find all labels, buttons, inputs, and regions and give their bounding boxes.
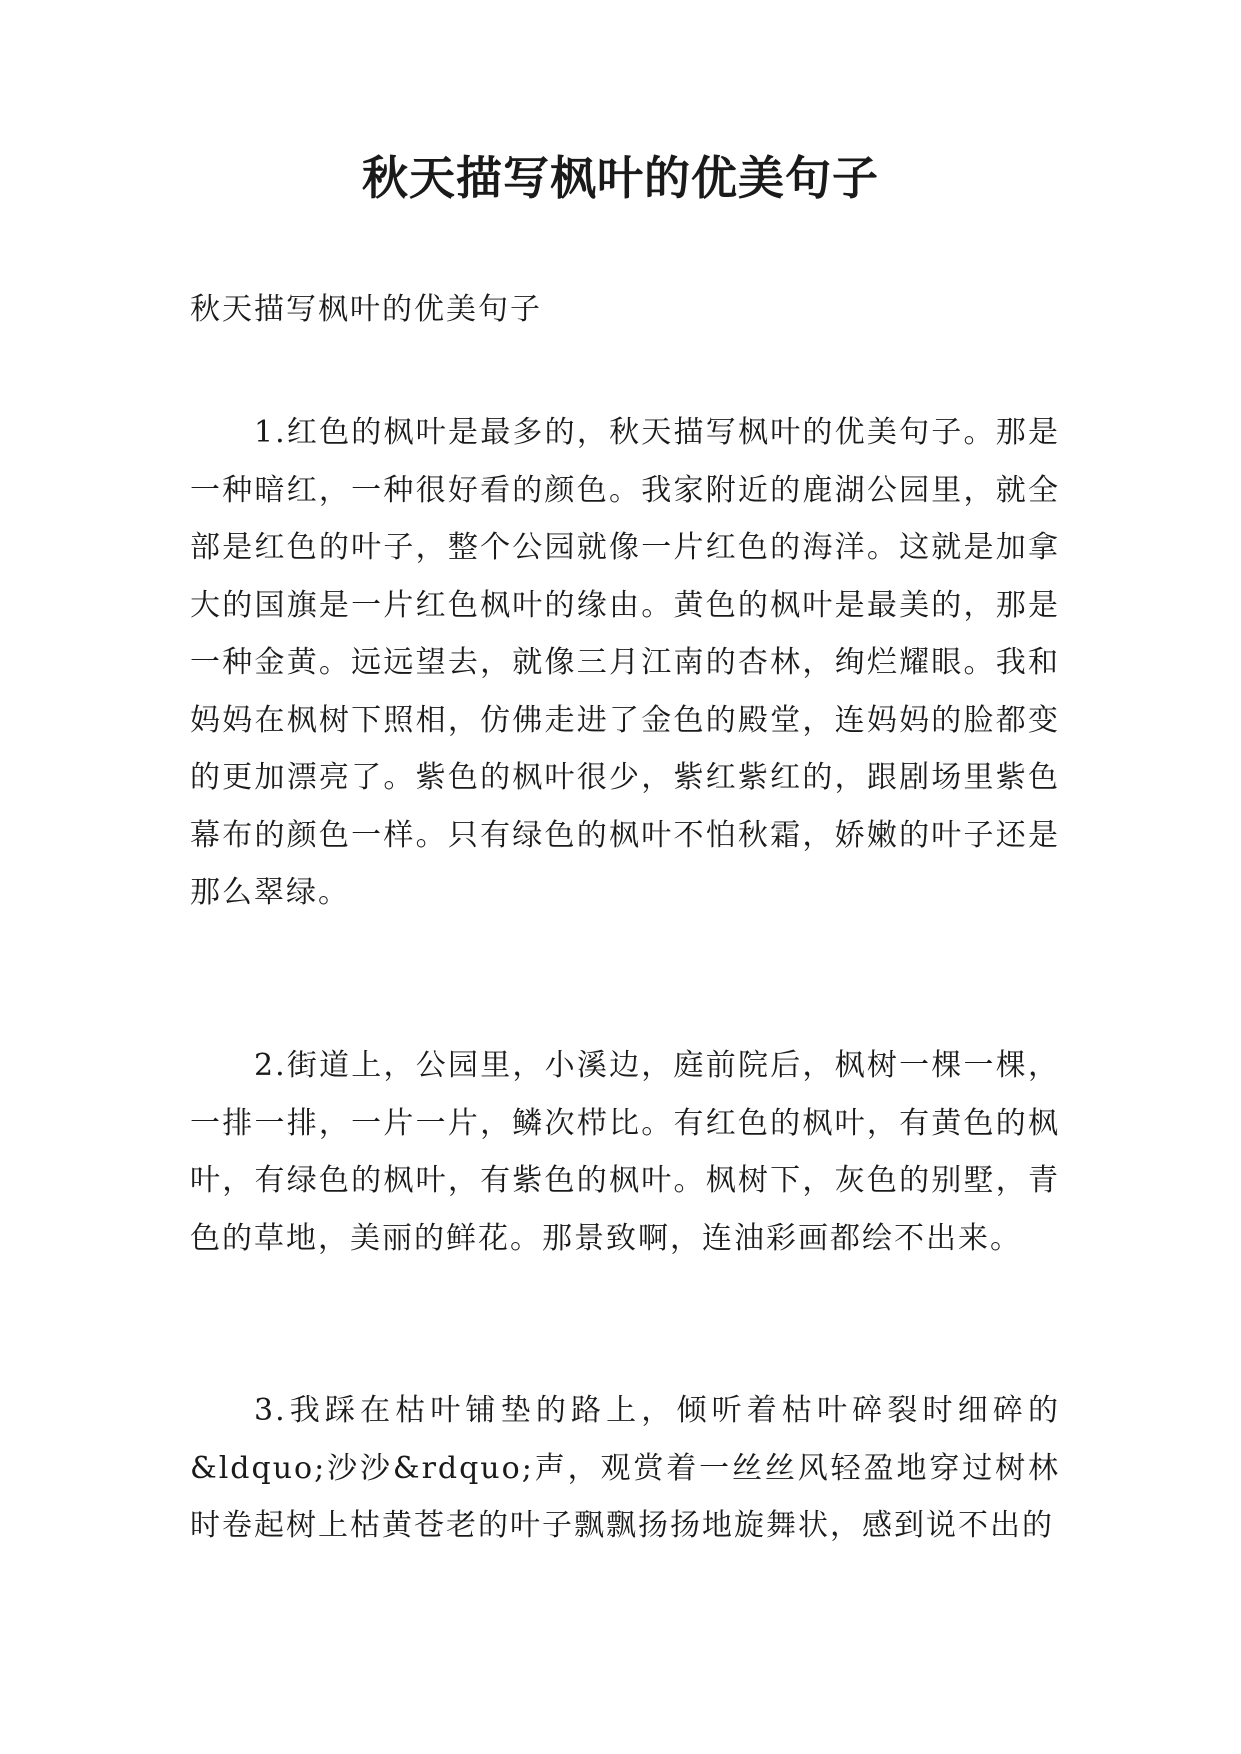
paragraph-3: 3.我踩在枯叶铺垫的路上，倾听着枯叶碎裂时细碎的&ldquo;沙沙&rdquo;声，观赏着一丝丝风轻盈地穿过树林时卷起树上枯黄苍老的叶子飘飘扬扬地旋舞状，感到说不出的 bbox=[190, 1393, 1060, 1543]
page-title: 秋天描写枫叶的优美句子 bbox=[362, 151, 879, 205]
paragraph-2: 2.街道上，公园里，小溪边，庭前院后，枫树一棵一棵，一排一排，一片一片，鳞次栉比。有红色的枫叶，有黄色的枫叶，有绿色的枫叶，有紫色的枫叶。枫树下，灰色的别墅，青色的草地，美丽的鲜花。那景致啊，连油彩画都绘不出来。 bbox=[190, 1048, 1060, 1256]
document-subtitle: 秋天描写枫叶的优美句子 bbox=[190, 292, 542, 327]
paragraph-1: 1.红色的枫叶是最多的，秋天描写枫叶的优美句子。那是一种暗红，一种很好看的颜色。我家附近的鹿湖公园里，就全部是红色的叶子，整个公园就像一片红色的海洋。这就是加拿大的国旗是一片红色枫叶的缘由。黄色的枫叶是最美的，那是一种金黄。远远望去，就像三月江南的杏林，绚烂耀眼。我和妈妈在枫树下照相，仿佛走进了金色的殿堂，连妈妈的脸都变的更加漂亮了。紫色的枫叶很少，紫红紫红的，跟剧场里紫色幕布的颜色一样。只有绿色的枫叶不怕秋霜，娇嫩的叶子还是那么翠绿。 bbox=[190, 415, 1060, 910]
